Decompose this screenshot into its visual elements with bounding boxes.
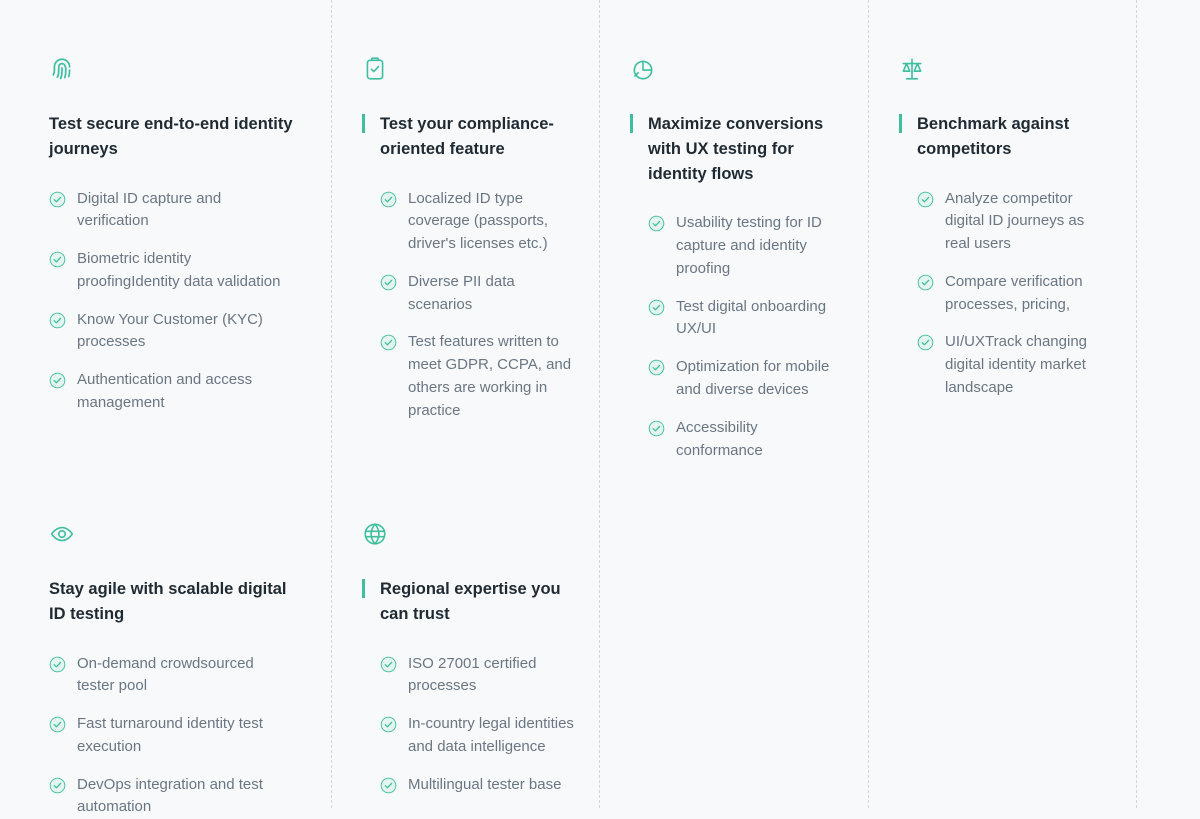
- spacer-row2-col4: [868, 465, 1136, 808]
- list-item-text: Fast turnaround identity test execution: [77, 713, 287, 759]
- list-item: [648, 296, 844, 342]
- bullet-list: [49, 653, 301, 819]
- list-item-text: Biometric identity proofingIdentity data validation: [77, 248, 287, 294]
- check-circle-icon: [917, 191, 934, 208]
- bullet-list: [49, 188, 301, 415]
- list-item-text: Know Your Customer (KYC) processes: [77, 309, 287, 355]
- check-circle-icon: [49, 777, 66, 794]
- bullet-list: [630, 212, 844, 462]
- scales-balance-icon: [899, 56, 925, 82]
- spacer-column-right: [1136, 0, 1200, 465]
- check-circle-icon: [380, 716, 397, 733]
- check-circle-icon: [380, 334, 397, 351]
- feature-card-regional-expertise: [331, 465, 599, 808]
- check-circle-icon: [49, 312, 66, 329]
- check-circle-icon: [648, 215, 665, 232]
- feature-card-scalable-testing: [0, 465, 331, 808]
- list-item-text: In-country legal identities and data intelligence: [408, 713, 575, 759]
- list-item: [917, 188, 1112, 256]
- feature-card-compliance: [331, 0, 599, 465]
- list-item: [380, 653, 575, 699]
- list-item: [49, 369, 301, 415]
- list-item-text: DevOps integration and test automation: [77, 774, 287, 819]
- list-item: [49, 309, 301, 355]
- check-circle-icon: [49, 656, 66, 673]
- card-title: Test secure end-to-end identity journeys: [49, 112, 299, 162]
- list-item: [917, 331, 1112, 399]
- check-circle-icon: [380, 656, 397, 673]
- card-title: Regional expertise you can trust: [362, 577, 575, 627]
- list-item: [917, 271, 1112, 317]
- check-circle-icon: [49, 372, 66, 389]
- globe-icon: [362, 521, 388, 547]
- list-item: [49, 713, 301, 759]
- list-item: [648, 356, 844, 402]
- check-circle-icon: [380, 777, 397, 794]
- check-circle-icon: [917, 334, 934, 351]
- list-item: [380, 188, 575, 256]
- list-item-text: Test digital onboarding UX/UI: [676, 296, 844, 342]
- list-item: [49, 248, 301, 294]
- list-item-text: Multilingual tester base: [408, 774, 561, 797]
- list-item: [380, 774, 575, 797]
- list-item-text: Diverse PII data scenarios: [408, 271, 575, 317]
- list-item-text: ISO 27001 certified processes: [408, 653, 575, 699]
- check-circle-icon: [49, 191, 66, 208]
- card-title: Stay agile with scalable digital ID testing: [49, 577, 299, 627]
- list-item: [380, 271, 575, 317]
- list-item-text: Accessibility conformance: [676, 417, 844, 463]
- list-item: [49, 188, 301, 234]
- check-circle-icon: [648, 359, 665, 376]
- list-item-text: Optimization for mobile and diverse devices: [676, 356, 844, 402]
- list-item-text: UI/UXTrack changing digital identity market landscape: [945, 331, 1112, 399]
- list-item-text: Digital ID capture and verification: [77, 188, 287, 234]
- list-item-text: On-demand crowdsourced tester pool: [77, 653, 287, 699]
- list-item-text: Compare verification processes, pricing,: [945, 271, 1112, 317]
- pie-chart-icon: [630, 56, 656, 82]
- list-item: [49, 774, 301, 819]
- card-title: Test your compliance-oriented feature: [362, 112, 575, 162]
- check-circle-icon: [917, 274, 934, 291]
- fingerprint-icon: [49, 56, 75, 82]
- list-item-text: Test features written to meet GDPR, CCPA, and others are working in practice: [408, 331, 575, 422]
- check-circle-icon: [380, 191, 397, 208]
- list-item-text: Authentication and access management: [77, 369, 287, 415]
- check-circle-icon: [380, 274, 397, 291]
- bullet-list: [362, 188, 575, 423]
- check-circle-icon: [648, 299, 665, 316]
- feature-card-identity-journeys: [0, 0, 331, 465]
- list-item-text: Usability testing for ID capture and identity proofing: [676, 212, 844, 280]
- check-circle-icon: [648, 420, 665, 437]
- list-item-text: Analyze competitor digital ID journeys as real users: [945, 188, 1112, 256]
- bullet-list: [362, 653, 575, 797]
- feature-card-benchmark: [868, 0, 1136, 465]
- eye-icon: [49, 521, 75, 547]
- list-item: [380, 331, 575, 422]
- card-title: Benchmark against competitors: [899, 112, 1112, 162]
- spacer-row2-col5: [1136, 465, 1200, 808]
- bullet-list: [899, 188, 1112, 400]
- list-item-text: Localized ID type coverage (passports, driver's licenses etc.): [408, 188, 575, 256]
- spacer-row2-col3: [599, 465, 868, 808]
- list-item: [49, 653, 301, 699]
- card-title: Maximize conversions with UX testing for identity flows: [630, 112, 844, 186]
- feature-card-conversions: [599, 0, 868, 465]
- check-circle-icon: [49, 716, 66, 733]
- list-item: [380, 713, 575, 759]
- clipboard-check-icon: [362, 56, 388, 82]
- list-item: [648, 212, 844, 280]
- list-item: [648, 417, 844, 463]
- check-circle-icon: [49, 251, 66, 268]
